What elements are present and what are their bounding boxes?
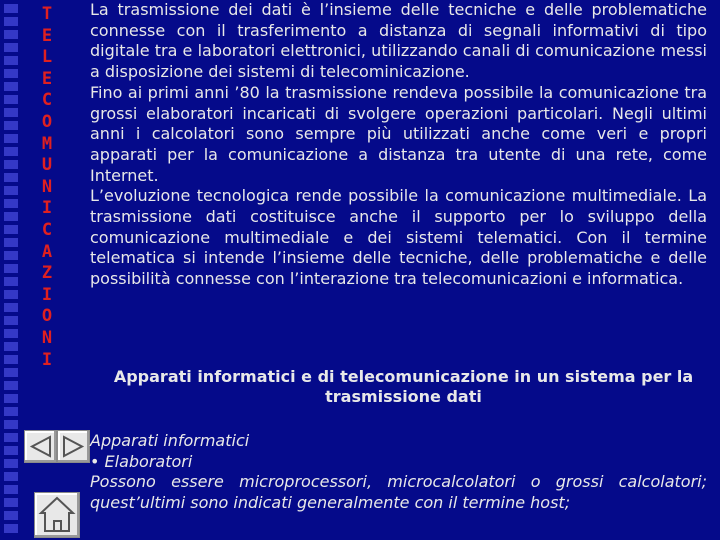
vertical-title-letter: E bbox=[41, 68, 53, 89]
navigation-buttons bbox=[24, 430, 90, 540]
vertical-title bbox=[36, 4, 58, 371]
forward-button[interactable] bbox=[57, 430, 90, 463]
stripe-pattern bbox=[4, 4, 18, 536]
vertical-title-letter: U bbox=[41, 155, 53, 176]
vertical-title-letter: C bbox=[41, 90, 53, 111]
vertical-title-letter: I bbox=[41, 284, 53, 305]
vertical-title-letter: Z bbox=[41, 263, 53, 284]
vertical-title-letter: C bbox=[41, 219, 53, 240]
vertical-title-letter: I bbox=[41, 198, 53, 219]
vertical-title-letter: A bbox=[41, 241, 53, 262]
vertical-title-letter: N bbox=[41, 327, 53, 348]
arrow-right-icon bbox=[58, 431, 89, 462]
main-content bbox=[90, 0, 707, 290]
vertical-title-letter: L bbox=[41, 47, 53, 68]
arrow-left-icon bbox=[25, 431, 56, 462]
italic-paragraph: Apparati informatici • Elaboratori Possono essere microprocessori, microcalcolatori o grossi calcolatori; quest’ultimi sono indicati generalmente con il termine host; bbox=[90, 431, 707, 512]
vertical-title-letter: I bbox=[41, 349, 53, 370]
main-paragraph: La trasmissione dei dati è l’insieme delle tecniche e delle problematiche connesse con il trasferimento a distanza di segnali informativi di tipo digitale tra e laboratori elettronici, utilizzando canali di comunicazione messi a disposizione dei sistemi di telecominicazione. Fino ai primi anni ’80 la trasmissione rendeva possibile la comunicazione tra grossi elaboratori incaricati di svolgere operazioni particolari. Negli ultimi anni i calcolatori sono sempre più utilizzati anche come veri e propri apparati per la comunicazione a distanza tra utente di una rete, come Internet. L’evoluzione tecnologica rende possibile la comunicazione multimediale. La trasmissione dati costituisce anche il supporto per lo sviluppo della comunicazione multimediale e dei sistemi telematici. Con il termine telematica si intende l’insieme delle tecniche, delle problematiche e delle possibilità connesse con l’interazione tra telecomunicazioni e informatica. bbox=[90, 0, 707, 289]
back-button[interactable] bbox=[24, 430, 57, 463]
vertical-title-letter: T bbox=[41, 4, 53, 24]
home-button[interactable] bbox=[34, 492, 80, 538]
vertical-title-letter: O bbox=[41, 306, 53, 327]
vertical-title-letter: N bbox=[41, 176, 53, 197]
vertical-title-letter: E bbox=[41, 25, 53, 46]
section-heading: Apparati informatici e di telecomunicazione in un sistema per la trasmissione dati bbox=[113, 367, 694, 406]
vertical-title-letter: M bbox=[41, 133, 53, 154]
left-decorative-stripe bbox=[0, 0, 24, 540]
home-icon bbox=[35, 493, 79, 537]
vertical-title-letter: O bbox=[41, 111, 53, 132]
